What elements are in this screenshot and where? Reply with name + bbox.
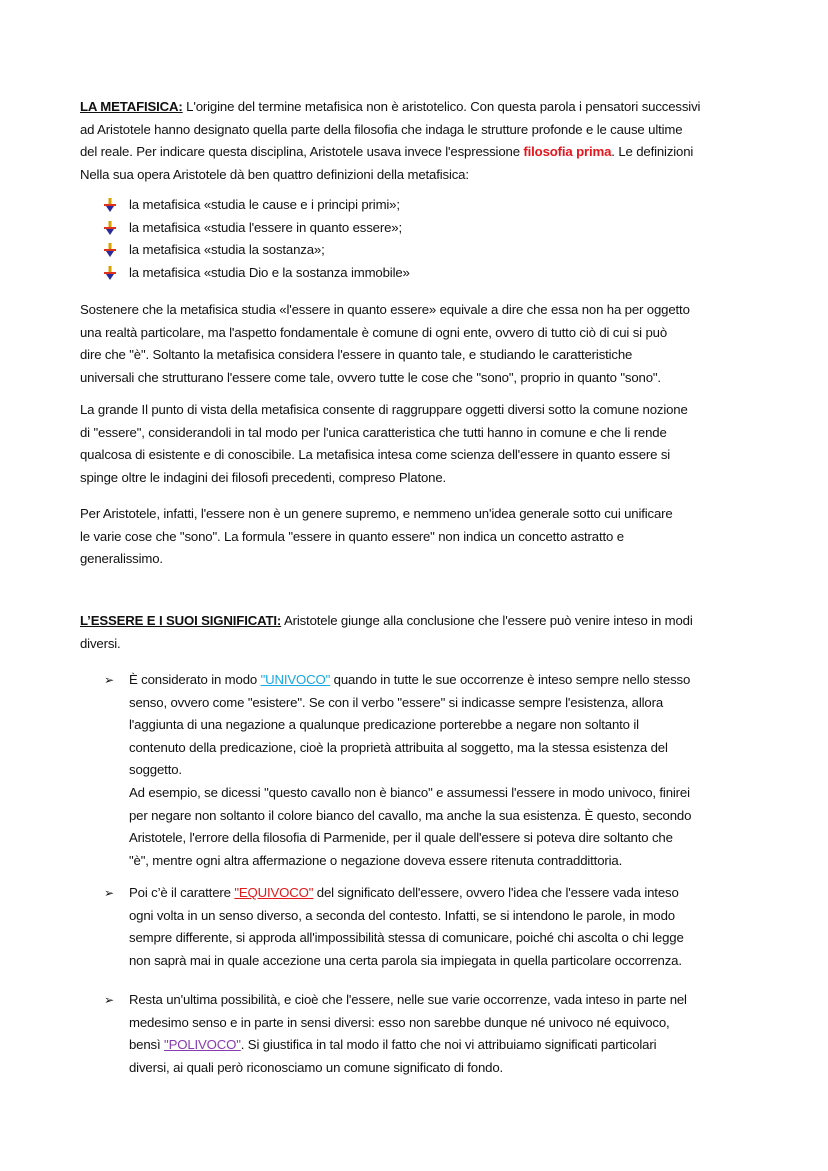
bullet-equivoco (104, 882, 684, 972)
list-item (104, 262, 410, 285)
list-item (104, 239, 410, 262)
text-line: universali che strutturano l'essere come tale, ovvero tutte le cose che "sono", proprio in quanto "sono". (80, 369, 661, 385)
text-line: ogni volta in un senso diverso, a seconda del contesto. Infatti, se si intendono le parole, in modo (129, 907, 675, 923)
highlighted-term: "UNIVOCO" (260, 672, 331, 687)
section-heading: L’ESSERE E I SUOI SIGNIFICATI: (80, 613, 282, 628)
text-line: l'aggiunta di una negazione a qualunque predicazione porterebbe a negare non soltanto il (129, 717, 639, 733)
arrow-down-bullet-icon (104, 266, 116, 280)
text-line: una realtà particolare, ma l'aspetto fondamentale è comune di ogni ente, ovvero di tutto ciò di cui si può (80, 324, 668, 340)
text-line: Aristotele, l'errore della filosofia di Parmenide, per il quale dell'essere si poteva dire soltanto che (129, 830, 673, 846)
text-segment: L'origine del termine metafisica non è aristotelico. Con questa parola i pensatori successivi (182, 99, 701, 114)
text-line: generalissimo. (80, 551, 163, 567)
text-line: dire che "è". Soltanto la metafisica considera l'essere in quanto tale, e studiando le caratteristiche (80, 347, 633, 363)
text-segment: Aristotele giunge alla conclusione che l'essere può venire inteso in modi (281, 613, 693, 628)
highlighted-term: filosofia prima (523, 144, 612, 160)
text-line: di "essere", considerandoli in tal modo per l'unica caratteristica che tutti hanno in comune e che li rende (80, 424, 667, 440)
list-item (104, 217, 410, 240)
text-line: Sostenere che la metafisica studia «l'essere in quanto essere» equivale a dire che essa non ha per oggetto (80, 302, 690, 317)
text-line: La grande Il punto di vista della metafisica consente di raggruppare oggetti diversi sotto la comune nozione (80, 402, 688, 417)
list-item (104, 194, 410, 217)
text-line: diversi, ai quali però riconosciamo un comune significato di fondo. (129, 1059, 504, 1075)
polivoco-text (104, 989, 687, 1079)
bullet-polivoco (104, 989, 687, 1079)
text-segment: quando in tutte le sue occorrenze è inteso sempre nello stesso (330, 672, 691, 687)
definition-text: la metafisica «studia le cause e i principi primi»; (129, 197, 400, 212)
text-line: sempre differente, si approda all'impossibilità stessa di comunicare, poiché chi ascolta o chi legge (129, 930, 684, 946)
paragraph-punto-di-vista (80, 399, 688, 489)
definition-text: la metafisica «studia Dio e la sostanza immobile» (129, 264, 410, 280)
arrow-bullet-icon: ➢ (104, 886, 114, 900)
text-line: Resta un'ultima possibilità, e cioè che l'essere, nelle sue varie occorrenze, vada inteso in parte nel (129, 992, 687, 1007)
text-line: qualcosa di esistente e di conoscibile. La metafisica intesa come scienza dell'essere in quanto essere si (80, 447, 671, 463)
definition-text: la metafisica «studia la sostanza»; (129, 242, 325, 258)
text-line (80, 141, 700, 164)
text-line: non saprà mai in quale accezione una certa parola sia impiegata in quella particolare occorrenza. (129, 952, 682, 968)
text-line: Ad esempio, se dicessi "questo cavallo non è bianco" e assumessi l'essere in modo univoco, finirei (129, 784, 690, 800)
text-line (80, 96, 700, 119)
text-line: "è", mentre ogni altra affermazione o negazione doveva essere ritenuta contraddittoria. (129, 852, 623, 868)
text-line: Nella sua opera Aristotele dà ben quattro definizioni della metafisica: (80, 166, 469, 182)
text-line: contenuto della predicazione, cioè la proprietà attribuita al soggetto, ma la stessa esistenza del (129, 739, 668, 755)
equivoco-text (104, 882, 684, 972)
text-segment: del significato dell'essere, ovvero l'idea che l'essere vada inteso (313, 885, 679, 900)
arrow-bullet-icon: ➢ (104, 993, 114, 1007)
arrow-down-bullet-icon (104, 243, 116, 257)
paragraph-per-aristotele (80, 503, 673, 571)
section-heading: LA METAFISICA: (80, 99, 183, 114)
highlighted-term: "EQUIVOCO" (234, 885, 314, 900)
text-segment: È considerato in modo (129, 672, 261, 687)
text-segment: bensì (129, 1037, 165, 1053)
text-line: senso, ovvero come "esistere". Se con il verbo "essere" si indicasse sempre l'esistenza, allora (129, 694, 664, 710)
text-segment: . Le definizioni (611, 144, 694, 160)
text-line (129, 882, 684, 905)
metafisica-intro (80, 96, 700, 186)
text-line: diversi. (80, 635, 121, 651)
text-segment: . Si giustifica in tal modo il fatto che noi vi attribuiamo significati particolari (240, 1037, 657, 1053)
text-line: Per Aristotele, infatti, l'essere non è un genere supremo, e nemmeno un'idea generale sotto cui unificare (80, 506, 673, 521)
univoco-text (104, 669, 691, 872)
highlighted-term: "POLIVOCO" (164, 1037, 241, 1053)
text-line: soggetto. (129, 762, 182, 778)
text-line: ad Aristotele hanno designato quella parte della filosofia che indaga le strutture profonde e le cause ultime (80, 121, 683, 137)
text-line: medesimo senso e in parte in sensi diversi: esso non sarebbe dunque né univoco né equivoco, (129, 1014, 670, 1030)
text-line (80, 610, 693, 633)
essere-significati-intro (80, 610, 693, 655)
text-segment: Poi c’è il carattere (129, 885, 235, 900)
text-segment: del reale. Per indicare questa disciplina, Aristotele usava invece l'espressione (80, 144, 524, 160)
bullet-univoco (104, 669, 691, 872)
arrow-bullet-icon: ➢ (104, 673, 114, 687)
definition-text: la metafisica «studia l'essere in quanto essere»; (129, 219, 402, 235)
arrow-down-bullet-icon (104, 221, 116, 235)
paragraph-essere-in-quanto-essere (80, 299, 690, 389)
arrow-down-bullet-icon (104, 198, 116, 212)
definitions-list (104, 194, 410, 284)
text-line: spinge oltre le indagini dei filosofi precedenti, compreso Platone. (80, 469, 447, 485)
text-line: le varie cose che "sono". La formula "essere in quanto essere" non indica un concetto astratto e (80, 528, 624, 544)
text-line (129, 1034, 687, 1057)
text-line (129, 669, 691, 692)
text-line: per negare non soltanto il colore bianco del cavallo, ma anche la sua esistenza. È questo, secondo (129, 807, 692, 823)
